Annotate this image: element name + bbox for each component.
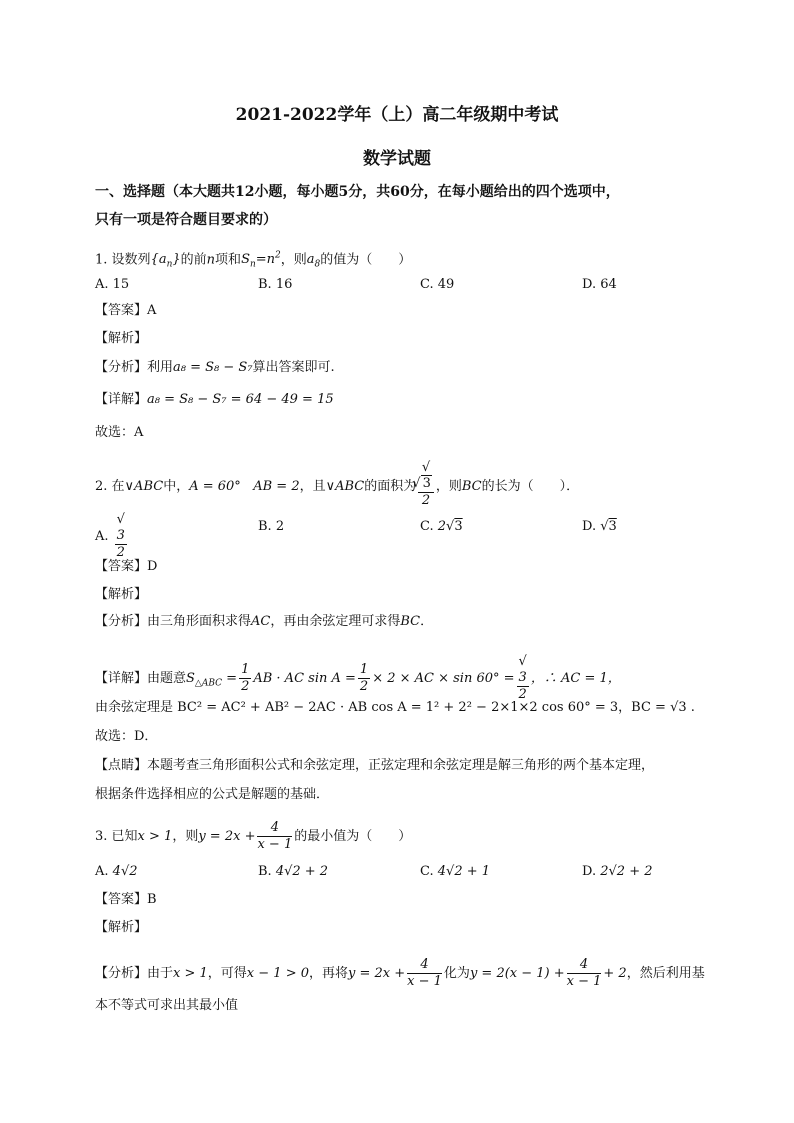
q2-analysis-label: 【解析】 [95, 587, 148, 602]
q2-option-b: B. 2 [258, 519, 285, 534]
exam-subtitle: 数学试题 [363, 149, 431, 169]
q3-analysis-label: 【解析】 [95, 920, 148, 935]
q2-option-a: A. √ 3 2 [95, 512, 125, 560]
q3-stem: 3. 已知x > 1，则y = 2x + $\frac{4}{x - 1}$ 的最小值为（ ） [95, 820, 412, 852]
q1-stem: 1. 设数列$\{a_n\}$的前n项和$S_n=n^2$，则$a_8$的值为（ ） [95, 251, 412, 270]
q2-stem: 2. 在∨ABC中，A = 60° AB = 2，且∨ABC的面积为 √ √ 3 2 ，则BC的长为（ ）． [95, 462, 579, 511]
q2-cosine-line: 由余弦定理是 BC² = AC² + AB² − 2AC · AB cos A = 1² + 2² − 2×1×2 cos 60° = 3，BC = √3 . [95, 700, 695, 715]
q1-option-c: C. 49 [420, 277, 455, 292]
q1-answer: 【答案】A [95, 303, 157, 318]
section-heading-line2: 只有一项是符合题目要求的） [95, 212, 277, 228]
q1-choose: 故选：A [95, 425, 144, 440]
section-heading-line1: 一、选择题（本大题共12小题，每小题5分，共60分，在每小题给出的四个选项中， [95, 184, 620, 200]
exam-title: 2021-2022学年（上）高二年级期中考试 [235, 105, 559, 125]
q2-choose: 故选：D． [95, 729, 158, 744]
q2-option-d: D. √3 [582, 519, 617, 534]
q1-option-b: B. 16 [258, 277, 293, 292]
q3-option-c: C. 4√2 + 1 [420, 864, 491, 879]
q3-option-d: D. 2√2 + 2 [582, 864, 653, 879]
q1-detail: 【详解】a₈ = S₈ − S₇ = 64 − 49 = 15 [95, 392, 334, 407]
q3-answer: 【答案】B [95, 892, 157, 907]
q3-fenxi: 【分析】由于x > 1，可得x − 1 > 0，再将y = 2x + $\frac{4}{x - 1}$ 化为y = 2(x − 1) + $\frac{4}{x - 1}$ + 2，然后利用基 [95, 957, 705, 989]
q2-detail: 【详解】由题意$S_{\triangle ABC}$ = $\frac{1}{2}$ AB · AC sin A = $\frac{1}{2}$ × 2 × AC × sin 60° = √ 3 2 ，∴ AC = 1， [95, 654, 621, 702]
q3-option-b: B. 4√2 + 2 [258, 864, 329, 879]
q1-fenxi: 【分析】利用a₈ = S₈ − S₇算出答案即可. [95, 360, 335, 375]
q3-fenxi-line2: 本不等式可求出其最小值 [95, 998, 239, 1013]
q3-option-a: A. 4√2 [95, 864, 138, 879]
q1-option-d: D. 64 [582, 277, 617, 292]
q2-fenxi: 【分析】由三角形面积求得AC，再由余弦定理可求得BC． [95, 614, 434, 629]
q2-dianjing-line2: 根据条件选择相应的公式是解题的基础． [95, 787, 330, 802]
q2-answer: 【答案】D [95, 559, 158, 574]
q2-option-c: C. 2√3 [420, 519, 463, 534]
q1-option-a: A. 15 [95, 277, 130, 292]
q1-analysis-label: 【解析】 [95, 331, 148, 346]
q2-dianjing-line1: 【点睛】本题考查三角形面积公式和余弦定理，正弦定理和余弦定理是解三角形的两个基本定理， [95, 758, 655, 773]
